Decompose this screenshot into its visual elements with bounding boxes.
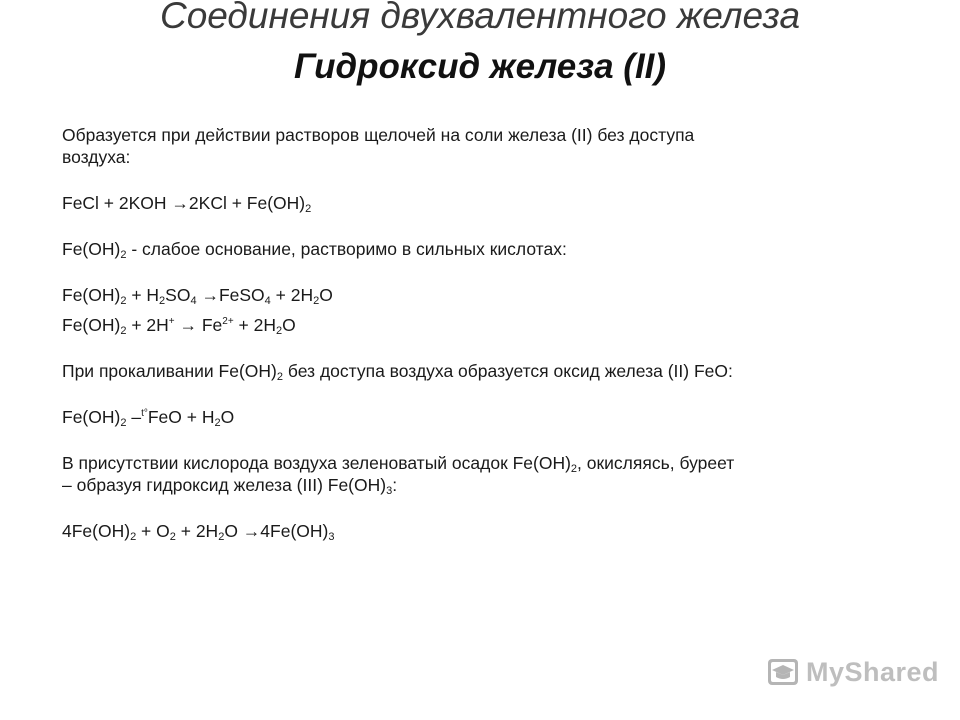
watermark-text: MyShared [806,656,940,687]
weak-base-formula: Fe(OH) [62,239,121,259]
eq3-part: + 2H [233,315,277,335]
eq3-sub: 2 [120,325,127,337]
watermark [766,655,939,689]
eq4-part: – [126,407,142,427]
oxygen-part: : [392,475,398,495]
eq2-sub: 4 [190,295,197,307]
eq4-sub: 2 [214,417,221,429]
slide-content [62,124,922,542]
equation-h2so4 [62,284,922,306]
eq3-part: Fe(OH) [62,315,121,335]
mortarboard-icon [766,657,800,687]
eq4-sup: t° [141,408,148,419]
eq5-sub: 3 [328,531,335,543]
oxygen-sub: 2 [570,463,578,475]
intro-line-1: Образуется при действии растворов щелочей на соли железа (II) без доступа [62,125,695,145]
eq4-part: O [220,407,235,427]
eq2-sub: 2 [159,295,166,307]
intro-line-2: воздуха: [62,147,131,167]
eq5-part: + 2H [175,521,219,541]
equation-ionic [62,314,922,336]
weak-base-statement [62,238,922,260]
intro-paragraph [62,124,922,168]
eq4-sub: 2 [120,417,127,429]
eq2-sub: 2 [313,295,320,307]
eq5-sub: 2 [130,531,137,543]
eq3-sub: 2 [276,325,283,337]
equation-fecl-koh [62,192,922,214]
eq2-part: SO [165,285,191,305]
eq4-part: FeO + H [147,407,215,427]
calc-part: без доступа воздуха образуется оксид железа (II) FeO: [283,361,733,381]
equation-oxidation [62,520,922,542]
eq2-sub: 2 [120,295,127,307]
oxygen-part: В присутствии кислорода воздуха зеленоватый осадок Fe(OH) [62,453,571,473]
eq4-part: Fe(OH) [62,407,121,427]
oxygen-sub: 3 [386,485,393,497]
eq2-part: + 2H [270,285,314,305]
oxygen-part: , окисляясь, буреет [577,453,735,473]
calc-part: При прокаливании Fe(OH) [62,361,277,381]
eq2-sub: 4 [264,295,271,307]
eq5-part: O →4Fe(OH) [224,521,329,541]
eq2-part: O [319,285,333,305]
eq5-part: + O [136,521,170,541]
eq5-part: 4Fe(OH) [62,521,131,541]
eq5-sub: 2 [218,531,225,543]
eq1-text: FeCl + 2KOH →2KCl + Fe(OH) [62,193,306,213]
oxygen-part: – образуя гидроксид железа (III) Fe(OH) [62,475,387,495]
slide-title: Соединения двухвалентного железа [159,0,801,36]
calcination-statement [62,360,922,382]
eq2-part: + H [126,285,160,305]
eq2-part: →FeSO [196,285,265,305]
oxygen-statement [62,452,922,496]
eq2-part: Fe(OH) [62,285,121,305]
eq3-part: → Fe [174,315,223,335]
eq5-sub: 2 [169,531,176,543]
eq3-part: + 2H [126,315,169,335]
calc-sub: 2 [276,371,284,383]
equation-decomposition [62,406,922,428]
eq3-sup: 2+ [222,316,234,327]
eq3-sup: + [168,316,175,327]
eq3-part: O [282,315,296,335]
weak-base-text: - слабое основание, растворимо в сильных кислотах: [126,239,567,259]
weak-base-sub: 2 [120,249,127,261]
eq1-sub: 2 [305,203,312,215]
slide-subtitle: Гидроксид железа (II) [293,47,667,86]
